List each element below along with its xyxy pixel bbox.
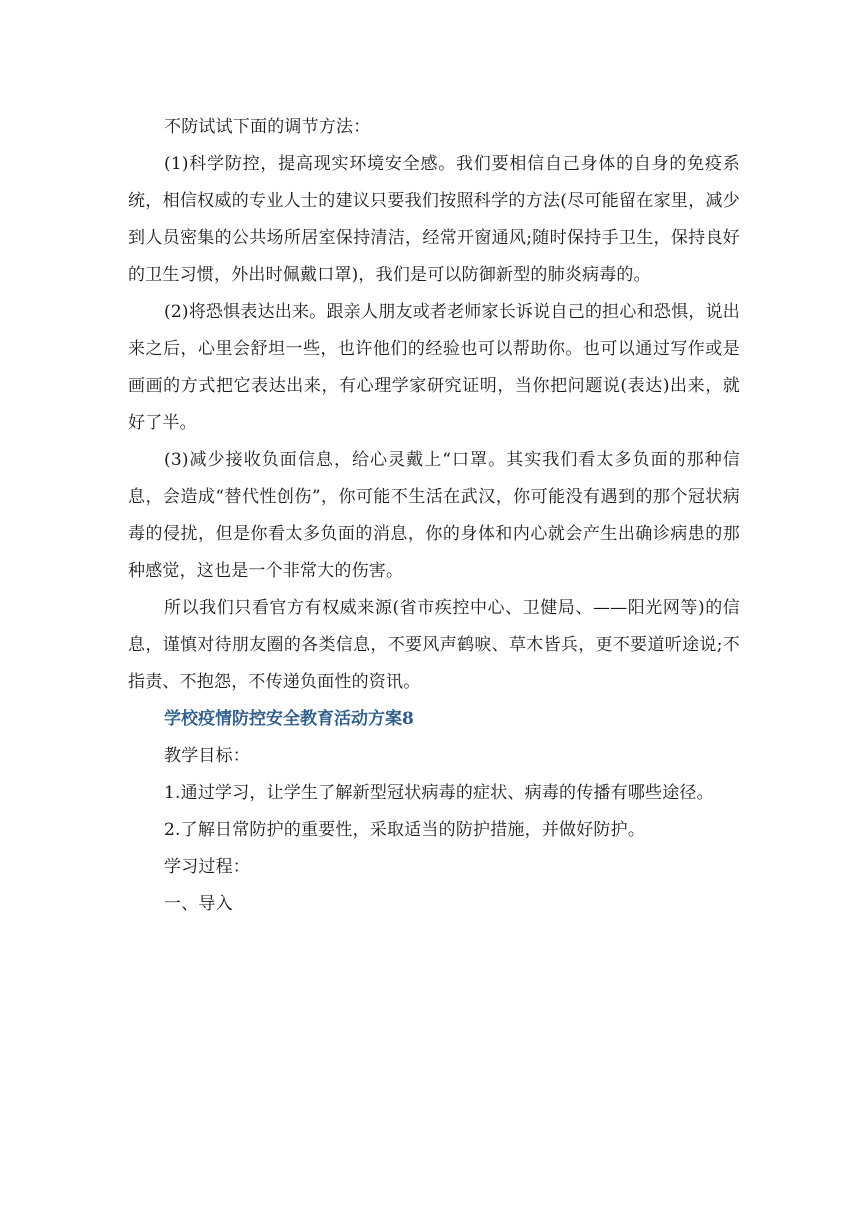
paragraph-learning-process: 学习过程：: [164, 857, 250, 877]
paragraph-method-1: (1)科学防控，提高现实环境安全感。我们要相信自己身体的自身的免疫系统，相信权威的专业人士的建议只要我们按照科学的方法(尽可能留在家里，减少到人员密集的公共场所居室保持清洁，经常开窗通风;随时保持手卫生，保持良好的卫生习惯，外出时佩戴口罩)，我们是可以防御新型的肺炎病毒的。: [128, 154, 740, 285]
section-heading: 学校疫情防控安全教育活动方案8: [164, 709, 414, 729]
paragraph-intro: 不防试试下面的调节方法：: [164, 117, 371, 137]
paragraph-goal-1: 1.通过学习，让学生了解新型冠状病毒的症状、病毒的传播有哪些途径。: [164, 783, 714, 803]
paragraph-teaching-goal: 教学目标：: [164, 746, 250, 766]
paragraph-official-sources: 所以我们只看官方有权威来源(省市疾控中心、卫健局、——阳光网等)的信息，谨慎对待朋友圈的各类信息，不要风声鹤唳、草木皆兵，更不要道听途说;不指责、不抱怨，不传递负面性的资讯。: [128, 598, 740, 692]
document-body: [128, 109, 740, 923]
paragraph-method-3: (3)减少接收负面信息，给心灵戴上“口罩。其实我们看太多负面的那种信息，会造成“替代性创伤”，你可能不生活在武汉，你可能没有遇到的那个冠状病毒的侵扰，但是你看太多负面的消息，你的身体和内心就会产生出确诊病患的那种感觉，这也是一个非常大的伤害。: [128, 450, 740, 581]
paragraph-goal-2: 2.了解日常防护的重要性，采取适当的防护措施，并做好防护。: [164, 820, 646, 840]
paragraph-method-2: (2)将恐惧表达出来。跟亲人朋友或者老师家长诉说自己的担心和恐惧，说出来之后，心里会舒坦一些，也许他们的经验也可以帮助你。也可以通过写作或是画画的方式把它表达出来，有心理学家研究证明，当你把问题说(表达)出来，就好了半。: [128, 302, 740, 433]
paragraph-introduction-step: 一、导入: [164, 894, 233, 914]
